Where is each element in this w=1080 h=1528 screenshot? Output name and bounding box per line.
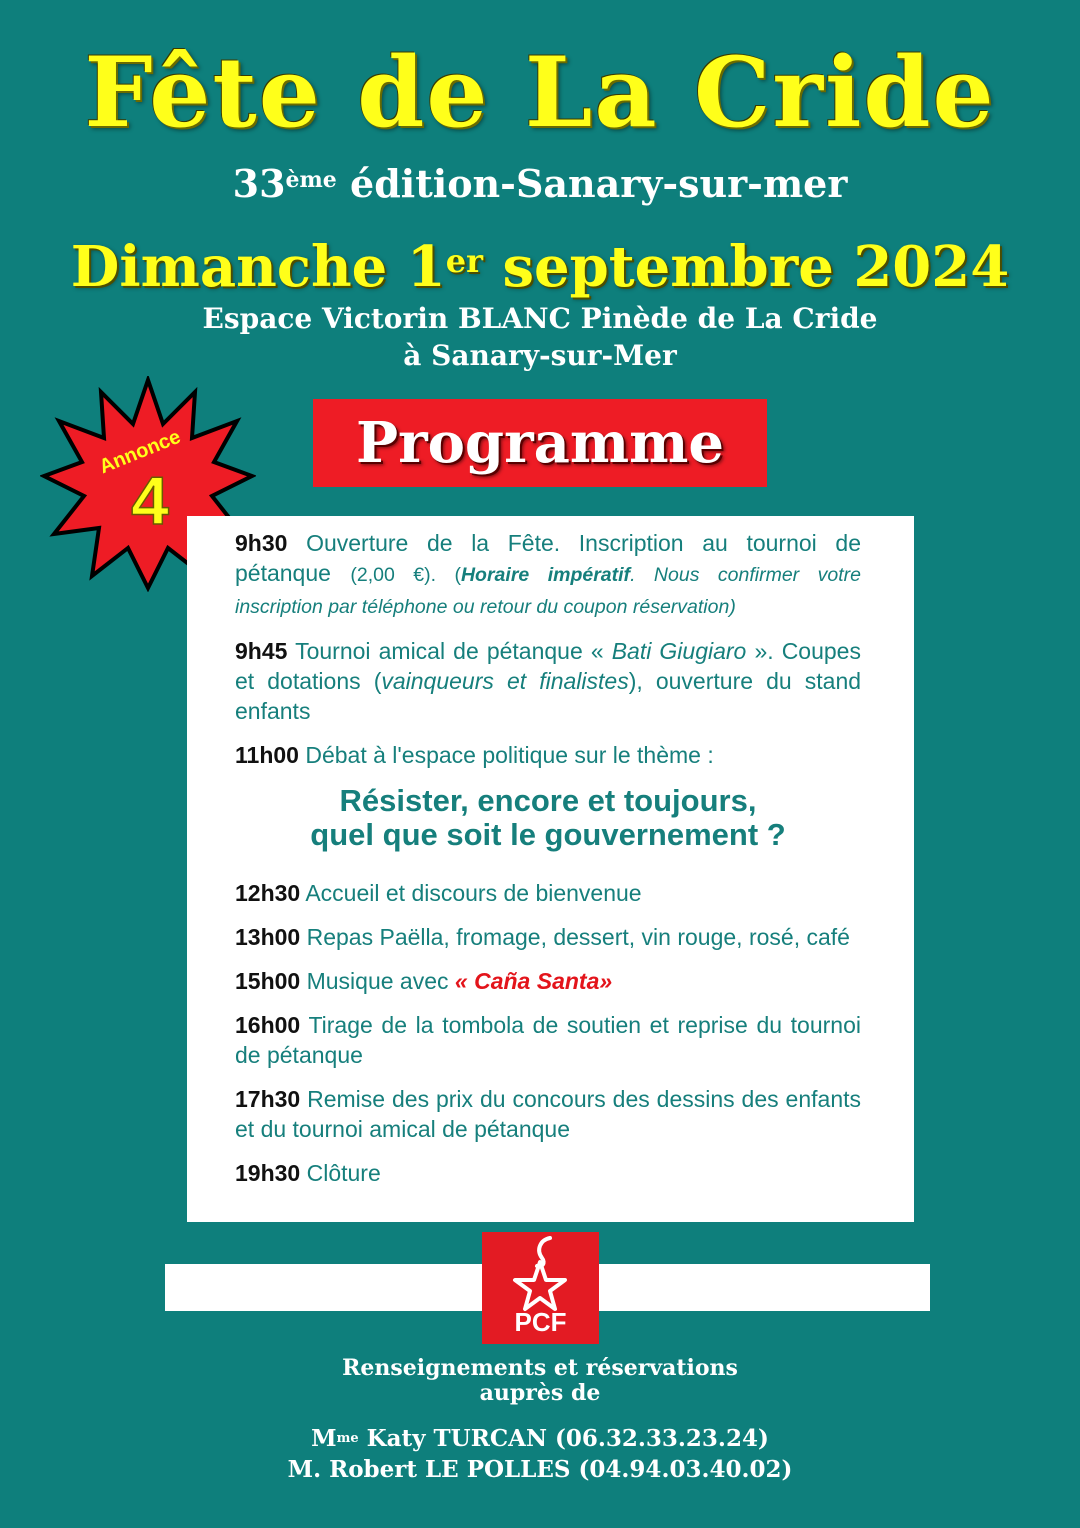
entry-text: Remise des prix du concours des dessins des enfants et du tournoi amical de pétanque bbox=[235, 1086, 861, 1142]
theme-line-2: quel que soit le gouvernement ? bbox=[310, 817, 786, 852]
star-flame-icon bbox=[482, 1232, 599, 1312]
pcf-logo-text: PCF bbox=[514, 1307, 567, 1337]
contact-1 bbox=[0, 1423, 1080, 1454]
programme-banner: Programme bbox=[313, 399, 767, 487]
entry-text: Ouverture de la Fête. Inscription au tournoi de pétanque bbox=[235, 530, 861, 586]
contact-1-title-sup: me bbox=[336, 1431, 359, 1446]
schedule-entry-1100 bbox=[235, 740, 861, 770]
entry-time: 17h30 bbox=[235, 1086, 301, 1112]
event-date bbox=[0, 232, 1080, 302]
schedule-entry-0945 bbox=[235, 636, 861, 726]
schedule-entry-1600 bbox=[235, 1010, 861, 1070]
edition-text: édition-Sanary-sur-mer bbox=[336, 161, 848, 206]
band-name: « Caña Santa» bbox=[454, 968, 613, 994]
info-line-2: auprès de bbox=[479, 1380, 601, 1406]
entry-text: Tirage de la tombola de soutien et reprise du tournoi de pétanque bbox=[235, 1012, 861, 1068]
entry-text: ». Coupes et dotations ( bbox=[235, 638, 861, 694]
contact-2: M. Robert LE POLLES (04.94.03.40.02) bbox=[287, 1456, 793, 1483]
schedule-entry-1930 bbox=[235, 1158, 861, 1188]
pcf-logo bbox=[482, 1232, 599, 1344]
edition-number: 33 bbox=[232, 161, 286, 206]
entry-price: (2,00 €). ( bbox=[350, 564, 461, 586]
entry-time: 19h30 bbox=[235, 1160, 301, 1186]
schedule-entry-1230 bbox=[235, 878, 861, 908]
venue-line-1: Espace Victorin BLANC Pinède de La Cride bbox=[202, 302, 878, 335]
schedule-entry-1300 bbox=[235, 922, 861, 952]
entry-time: 9h45 bbox=[235, 638, 288, 664]
contact-1-name-phone: Katy TURCAN (06.32.33.23.24) bbox=[358, 1425, 769, 1452]
entry-time: 12h30 bbox=[235, 880, 301, 906]
schedule-entry-1500 bbox=[235, 966, 861, 996]
entry-text: Repas Paëlla, fromage, dessert, vin rouge, rosé, café bbox=[300, 924, 850, 950]
entry-note-bold: Horaire impératif bbox=[460, 564, 631, 586]
entry-tournament-name: Bati Giugiaro bbox=[611, 638, 747, 664]
programme-panel bbox=[187, 516, 914, 1222]
contacts bbox=[0, 1423, 1080, 1485]
badge-label: Annonce bbox=[96, 425, 184, 479]
entry-time: 11h00 bbox=[235, 742, 299, 768]
theme-line-1: Résister, encore et toujours, bbox=[339, 783, 757, 818]
date-month-year: septembre 2024 bbox=[483, 234, 1010, 300]
venue-line-2: à Sanary-sur-Mer bbox=[403, 339, 677, 372]
event-title: Fête de La Cride bbox=[84, 36, 996, 149]
entry-time: 13h00 bbox=[235, 924, 301, 950]
entry-prize-winners: vainqueurs et finalistes bbox=[381, 668, 629, 694]
entry-text: Clôture bbox=[300, 1160, 381, 1186]
entry-text: Accueil et discours de bienvenue bbox=[300, 880, 642, 906]
contact-1-title: M bbox=[311, 1425, 337, 1452]
entry-text: Musique avec bbox=[300, 968, 455, 994]
entry-time: 16h00 bbox=[235, 1012, 301, 1038]
date-day: Dimanche 1 bbox=[70, 234, 446, 300]
entry-time: 15h00 bbox=[235, 968, 301, 994]
schedule-entry-0930 bbox=[235, 528, 861, 622]
date-superscript: er bbox=[445, 242, 483, 280]
edition-superscript: ème bbox=[285, 167, 337, 193]
edition-line bbox=[0, 160, 1080, 208]
info-line-1: Renseignements et réservations bbox=[342, 1355, 738, 1381]
entry-text: ), ouverture du stand enfants bbox=[235, 668, 862, 724]
schedule-entry-1730 bbox=[235, 1084, 861, 1144]
entry-text: Tournoi amical de pétanque « bbox=[287, 638, 612, 664]
badge-number: 4 bbox=[131, 463, 169, 539]
entry-text: Débat à l'espace politique sur le thème : bbox=[298, 742, 714, 768]
venue bbox=[0, 300, 1080, 374]
entry-time: 9h30 bbox=[235, 530, 288, 556]
debate-theme bbox=[235, 784, 861, 852]
entry-note: . Nous confirmer votre inscription par téléphone ou retour du coupon réservation) bbox=[235, 564, 861, 618]
info-heading bbox=[0, 1356, 1080, 1406]
